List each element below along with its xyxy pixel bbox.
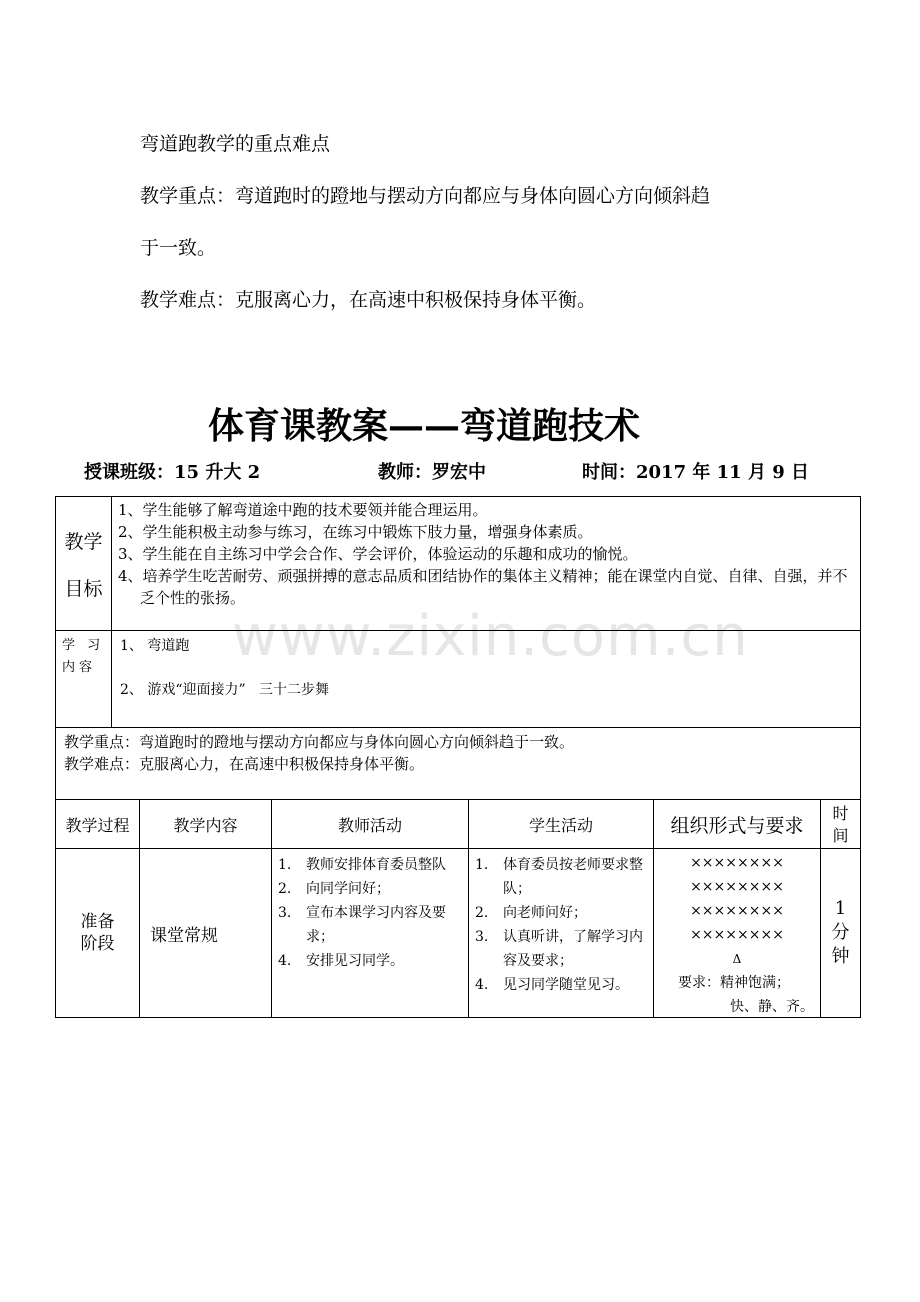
goals-label	[56, 497, 112, 631]
list-item: 3. 宣布本课学习内容及要求；	[278, 905, 446, 945]
goal-item: 4、培养学生吃苦耐劳、顽强拼搏的意志品质和团结协作的集体主义精神；能在课堂内自觉、自律、自强，并不乏个性的张扬。	[118, 567, 848, 607]
header-organization: 组织形式与要求	[654, 800, 821, 849]
header-process: 教学过程	[56, 800, 140, 849]
organization-cell	[654, 849, 821, 1017]
content-item: 1、 弯道跑	[120, 638, 190, 654]
formation-row: ××××××××	[690, 903, 784, 919]
teacher-position-marker: Δ	[732, 952, 742, 966]
stage-cell	[56, 849, 140, 1017]
header-teacher: 教师活动	[272, 800, 469, 849]
stage-text: 准备阶段	[80, 912, 115, 954]
list-item: 3. 认真听讲，了解学习内容及要求；	[475, 929, 643, 969]
formation-row: ××××××××	[690, 879, 784, 895]
content-item: 2、 游戏“迎面接力” 三十二步舞	[120, 682, 330, 698]
teacher-activities	[272, 849, 469, 1017]
goals-row	[55, 496, 861, 631]
table-header-row	[55, 799, 861, 849]
list-item: 1. 体育委员按老师要求整队；	[475, 857, 643, 897]
goals-label-top: 教学	[64, 531, 103, 553]
formation-row: ××××××××	[690, 855, 784, 871]
header-student: 学生活动	[469, 800, 654, 849]
list-item: 4. 安排见习同学。	[278, 953, 404, 969]
goal-item: 2、学生能积极主动参与练习，在练习中锻炼下肢力量，增强身体素质。	[118, 523, 593, 541]
requirement-line1: 要求：精神饱满；	[678, 975, 790, 991]
routine-cell: 课堂常规	[140, 849, 272, 1017]
header-content: 教学内容	[140, 800, 272, 849]
goals-list	[112, 497, 860, 631]
goal-item: 1、学生能够了解弯道途中跑的技术要领并能合理运用。	[118, 501, 488, 519]
keypoint-key: 教学重点：弯道跑时的蹬地与摆动方向都应与身体向圆心方向倾斜趋于一致。	[64, 733, 575, 751]
intro-heading: 弯道跑教学的重点难点	[140, 133, 331, 155]
watermark: www.zixin.com.cn	[232, 604, 749, 669]
time-cell	[821, 849, 860, 1017]
goal-item: 3、学生能在自主练习中学会合作、学会评价，体验运动的乐趣和成功的愉悦。	[118, 545, 638, 563]
list-item: 1. 教师安排体育委员整队	[278, 857, 446, 873]
keypoints-row	[55, 727, 861, 800]
list-item: 4. 见习同学随堂见习。	[475, 977, 629, 993]
table-row	[55, 848, 861, 1018]
requirement-line2: 快、静、齐。	[730, 999, 814, 1015]
header-time	[821, 800, 860, 849]
intro-difficulty: 教学难点：克服离心力，在高速中积极保持身体平衡。	[140, 289, 597, 311]
keypoint-difficulty: 教学难点：克服离心力，在高速中积极保持身体平衡。	[64, 755, 425, 773]
intro-key-line2: 于一致。	[140, 237, 217, 259]
time-info: 时间：2017 年 11 月 9 日	[582, 462, 810, 483]
formation-row: ××××××××	[690, 927, 784, 943]
time-text: 1 分 钟	[831, 898, 850, 967]
intro-key-line1: 教学重点：弯道跑时的蹬地与摆动方向都应与身体向圆心方向倾斜趋	[140, 185, 711, 207]
header-time-text: 时间	[832, 803, 849, 845]
student-activities	[469, 849, 654, 1017]
goals-label-bottom: 目标	[64, 578, 103, 600]
plan-title: 体育课教案——弯道跑技术	[208, 405, 641, 447]
list-item: 2. 向老师问好；	[475, 905, 587, 921]
class-info: 授课班级：15 升大 2	[84, 462, 261, 483]
list-item: 2. 向同学问好；	[278, 881, 390, 897]
teacher-info: 教师：罗宏中	[378, 462, 486, 483]
content-row	[55, 630, 861, 728]
content-label: 学 习 内容	[56, 631, 112, 728]
intro-section	[140, 118, 840, 326]
content-list	[112, 631, 860, 728]
